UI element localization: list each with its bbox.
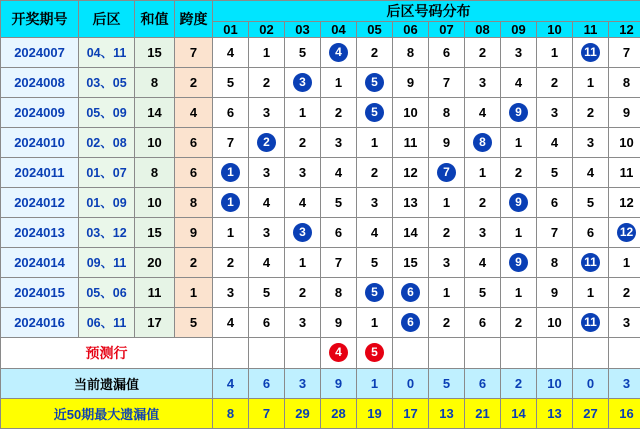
cell-number-09: 1 (501, 217, 537, 247)
cell-number-04: 8 (321, 277, 357, 307)
predict-cell-04 (321, 337, 357, 368)
cell-number-05 (357, 277, 393, 307)
cell-number-10: 1 (537, 38, 573, 68)
header-number-03: 03 (285, 22, 321, 38)
cell-back-numbers: 01、07 (79, 157, 135, 187)
cell-number-02: 4 (249, 247, 285, 277)
cell-number-12: 7 (609, 38, 640, 68)
cell-number-12: 3 (609, 307, 640, 337)
cell-number-05: 2 (357, 157, 393, 187)
cell-issue: 2024011 (1, 157, 79, 187)
cell-number-01 (213, 187, 249, 217)
ball-marker: 11 (581, 313, 600, 332)
cell-number-02: 2 (249, 67, 285, 97)
cell-number-03 (285, 67, 321, 97)
table-row (1, 97, 640, 127)
cell-number-09 (501, 187, 537, 217)
cell-number-05: 2 (357, 38, 393, 68)
cell-number-12: 11 (609, 157, 640, 187)
current-miss-04: 9 (321, 368, 357, 398)
table-body (1, 38, 640, 429)
ball-marker: 9 (509, 103, 528, 122)
cell-number-07: 2 (429, 307, 465, 337)
cell-number-10: 10 (537, 307, 573, 337)
cell-number-05: 5 (357, 247, 393, 277)
cell-number-07: 7 (429, 67, 465, 97)
cell-number-06: 8 (393, 38, 429, 68)
max-miss-02: 7 (249, 398, 285, 428)
ball-marker: 4 (329, 343, 348, 362)
header-number-11: 11 (573, 22, 609, 38)
cell-number-09: 3 (501, 38, 537, 68)
predict-cell-05 (357, 337, 393, 368)
cell-number-09: 1 (501, 127, 537, 157)
cell-number-06: 9 (393, 67, 429, 97)
cell-number-10: 8 (537, 247, 573, 277)
current-miss-01: 4 (213, 368, 249, 398)
ball-marker: 3 (293, 73, 312, 92)
cell-number-08: 5 (465, 277, 501, 307)
predict-cell-10 (537, 337, 573, 368)
max-miss-10: 13 (537, 398, 573, 428)
cell-number-04 (321, 38, 357, 68)
current-miss-05: 1 (357, 368, 393, 398)
cell-number-07: 2 (429, 217, 465, 247)
cell-back-numbers: 03、05 (79, 67, 135, 97)
cell-back-numbers: 05、09 (79, 97, 135, 127)
cell-number-01: 3 (213, 277, 249, 307)
ball-marker: 2 (257, 133, 276, 152)
cell-number-11: 6 (573, 217, 609, 247)
header-number-04: 04 (321, 22, 357, 38)
cell-number-01: 1 (213, 217, 249, 247)
ball-marker: 9 (509, 193, 528, 212)
cell-number-05: 1 (357, 127, 393, 157)
cell-number-04: 3 (321, 127, 357, 157)
cell-sum: 14 (135, 97, 175, 127)
header-group-title: 后区号码分布 (213, 1, 640, 22)
table-row (1, 187, 640, 217)
cell-number-01: 6 (213, 97, 249, 127)
predict-cell-07 (429, 337, 465, 368)
max-miss-label: 近50期最大遗漏值 (1, 398, 213, 428)
cell-issue: 2024008 (1, 67, 79, 97)
cell-number-06: 11 (393, 127, 429, 157)
cell-number-01 (213, 157, 249, 187)
cell-sum: 15 (135, 38, 175, 68)
cell-number-05: 4 (357, 217, 393, 247)
ball-marker: 7 (437, 163, 456, 182)
cell-issue: 2024007 (1, 38, 79, 68)
cell-number-01: 5 (213, 67, 249, 97)
cell-issue: 2024015 (1, 277, 79, 307)
current-miss-02: 6 (249, 368, 285, 398)
cell-number-11: 5 (573, 187, 609, 217)
cell-sum: 8 (135, 157, 175, 187)
cell-number-09: 1 (501, 277, 537, 307)
cell-number-06: 10 (393, 97, 429, 127)
cell-span: 6 (175, 157, 213, 187)
cell-number-03: 2 (285, 277, 321, 307)
cell-issue: 2024012 (1, 187, 79, 217)
cell-sum: 11 (135, 277, 175, 307)
cell-number-04: 4 (321, 157, 357, 187)
cell-number-11 (573, 247, 609, 277)
cell-number-03 (285, 217, 321, 247)
cell-span: 4 (175, 97, 213, 127)
cell-issue: 2024014 (1, 247, 79, 277)
cell-back-numbers: 04、11 (79, 38, 135, 68)
table-row (1, 127, 640, 157)
cell-back-numbers: 05、06 (79, 277, 135, 307)
max-miss-07: 13 (429, 398, 465, 428)
ball-marker: 12 (617, 223, 636, 242)
ball-marker: 5 (365, 73, 384, 92)
cell-span: 6 (175, 127, 213, 157)
ball-marker: 11 (581, 253, 600, 272)
cell-number-02 (249, 127, 285, 157)
predict-cell-01 (213, 337, 249, 368)
cell-number-11 (573, 38, 609, 68)
cell-number-05: 3 (357, 187, 393, 217)
current-miss-row (1, 368, 640, 398)
cell-number-07: 8 (429, 97, 465, 127)
cell-number-04: 1 (321, 67, 357, 97)
cell-number-05 (357, 97, 393, 127)
cell-number-03: 3 (285, 157, 321, 187)
cell-number-06 (393, 307, 429, 337)
cell-number-11: 3 (573, 127, 609, 157)
cell-number-11: 1 (573, 67, 609, 97)
current-miss-11: 0 (573, 368, 609, 398)
cell-number-12: 12 (609, 187, 640, 217)
cell-number-09 (501, 97, 537, 127)
cell-number-04: 5 (321, 187, 357, 217)
predict-cell-02 (249, 337, 285, 368)
ball-marker: 8 (473, 133, 492, 152)
cell-back-numbers: 06、11 (79, 307, 135, 337)
predict-cell-03 (285, 337, 321, 368)
cell-number-04: 7 (321, 247, 357, 277)
cell-number-03: 5 (285, 38, 321, 68)
cell-number-02: 1 (249, 38, 285, 68)
cell-number-08 (465, 127, 501, 157)
predict-cell-11 (573, 337, 609, 368)
max-miss-01: 8 (213, 398, 249, 428)
cell-sum: 17 (135, 307, 175, 337)
cell-back-numbers: 01、09 (79, 187, 135, 217)
cell-issue: 2024009 (1, 97, 79, 127)
cell-number-07: 1 (429, 277, 465, 307)
cell-sum: 10 (135, 127, 175, 157)
cell-span: 2 (175, 67, 213, 97)
cell-number-06 (393, 277, 429, 307)
cell-number-12: 10 (609, 127, 640, 157)
cell-number-09: 2 (501, 307, 537, 337)
cell-number-08: 4 (465, 97, 501, 127)
ball-marker: 6 (401, 313, 420, 332)
cell-number-02: 3 (249, 217, 285, 247)
current-miss-03: 3 (285, 368, 321, 398)
cell-number-06: 14 (393, 217, 429, 247)
cell-sum: 10 (135, 187, 175, 217)
cell-sum: 15 (135, 217, 175, 247)
cell-span: 2 (175, 247, 213, 277)
cell-number-11: 4 (573, 157, 609, 187)
current-miss-10: 10 (537, 368, 573, 398)
ball-marker: 5 (365, 103, 384, 122)
cell-number-01: 4 (213, 38, 249, 68)
header-number-09: 09 (501, 22, 537, 38)
max-miss-12: 16 (609, 398, 640, 428)
cell-number-03: 1 (285, 247, 321, 277)
cell-number-01: 7 (213, 127, 249, 157)
cell-number-10: 4 (537, 127, 573, 157)
cell-number-02: 3 (249, 157, 285, 187)
cell-back-numbers: 09、11 (79, 247, 135, 277)
ball-marker: 3 (293, 223, 312, 242)
table-row (1, 67, 640, 97)
predict-cell-08 (465, 337, 501, 368)
max-miss-03: 29 (285, 398, 321, 428)
predict-label: 预测行 (1, 337, 213, 368)
cell-number-03: 3 (285, 307, 321, 337)
table-row (1, 307, 640, 337)
predict-cell-06 (393, 337, 429, 368)
cell-number-12: 2 (609, 277, 640, 307)
cell-number-04: 2 (321, 97, 357, 127)
ball-marker: 9 (509, 253, 528, 272)
cell-back-numbers: 02、08 (79, 127, 135, 157)
ball-marker: 6 (401, 283, 420, 302)
table-header (1, 1, 640, 38)
header-span: 跨度 (175, 1, 213, 38)
max-miss-08: 21 (465, 398, 501, 428)
cell-number-06: 13 (393, 187, 429, 217)
cell-span: 5 (175, 307, 213, 337)
header-back: 后区 (79, 1, 135, 38)
cell-number-12: 8 (609, 67, 640, 97)
cell-number-11: 2 (573, 97, 609, 127)
cell-number-05 (357, 67, 393, 97)
table-row (1, 217, 640, 247)
cell-number-03: 1 (285, 97, 321, 127)
header-issue: 开奖期号 (1, 1, 79, 38)
header-number-08: 08 (465, 22, 501, 38)
cell-number-08: 2 (465, 187, 501, 217)
cell-number-10: 2 (537, 67, 573, 97)
cell-number-08: 1 (465, 157, 501, 187)
max-miss-06: 17 (393, 398, 429, 428)
cell-number-04: 6 (321, 217, 357, 247)
header-number-01: 01 (213, 22, 249, 38)
ball-marker: 1 (221, 193, 240, 212)
cell-number-07: 1 (429, 187, 465, 217)
cell-number-03: 4 (285, 187, 321, 217)
cell-number-01: 4 (213, 307, 249, 337)
cell-back-numbers: 03、12 (79, 217, 135, 247)
header-number-02: 02 (249, 22, 285, 38)
predict-row (1, 337, 640, 368)
cell-number-02: 5 (249, 277, 285, 307)
cell-number-07: 9 (429, 127, 465, 157)
cell-number-05: 1 (357, 307, 393, 337)
cell-issue: 2024013 (1, 217, 79, 247)
table-row (1, 247, 640, 277)
max-miss-11: 27 (573, 398, 609, 428)
cell-sum: 8 (135, 67, 175, 97)
cell-number-07: 3 (429, 247, 465, 277)
max-miss-05: 19 (357, 398, 393, 428)
cell-number-02: 4 (249, 187, 285, 217)
cell-number-08: 6 (465, 307, 501, 337)
current-miss-label: 当前遗漏值 (1, 368, 213, 398)
header-number-07: 07 (429, 22, 465, 38)
current-miss-12: 3 (609, 368, 640, 398)
cell-number-07 (429, 157, 465, 187)
current-miss-06: 0 (393, 368, 429, 398)
cell-number-10: 6 (537, 187, 573, 217)
cell-span: 1 (175, 277, 213, 307)
current-miss-08: 6 (465, 368, 501, 398)
max-miss-row (1, 398, 640, 428)
header-number-06: 06 (393, 22, 429, 38)
cell-number-12: 9 (609, 97, 640, 127)
cell-number-03: 2 (285, 127, 321, 157)
current-miss-07: 5 (429, 368, 465, 398)
cell-number-09: 4 (501, 67, 537, 97)
cell-number-02: 6 (249, 307, 285, 337)
cell-number-07: 6 (429, 38, 465, 68)
table-row (1, 157, 640, 187)
ball-marker: 11 (581, 43, 600, 62)
cell-span: 7 (175, 38, 213, 68)
cell-number-08: 3 (465, 67, 501, 97)
predict-cell-12 (609, 337, 640, 368)
cell-number-11: 1 (573, 277, 609, 307)
cell-number-09: 2 (501, 157, 537, 187)
cell-issue: 2024016 (1, 307, 79, 337)
header-number-05: 05 (357, 22, 393, 38)
cell-sum: 20 (135, 247, 175, 277)
cell-number-12 (609, 217, 640, 247)
cell-number-08: 2 (465, 38, 501, 68)
current-miss-09: 2 (501, 368, 537, 398)
cell-number-10: 5 (537, 157, 573, 187)
cell-issue: 2024010 (1, 127, 79, 157)
max-miss-04: 28 (321, 398, 357, 428)
cell-number-12: 1 (609, 247, 640, 277)
cell-number-01: 2 (213, 247, 249, 277)
cell-number-09 (501, 247, 537, 277)
max-miss-09: 14 (501, 398, 537, 428)
cell-number-06: 12 (393, 157, 429, 187)
cell-number-08: 4 (465, 247, 501, 277)
header-sum: 和值 (135, 1, 175, 38)
header-number-10: 10 (537, 22, 573, 38)
cell-number-10: 3 (537, 97, 573, 127)
ball-marker: 4 (329, 43, 348, 62)
table-row (1, 38, 640, 68)
cell-number-11 (573, 307, 609, 337)
ball-marker: 5 (365, 283, 384, 302)
header-number-12: 12 (609, 22, 640, 38)
ball-marker: 5 (365, 343, 384, 362)
cell-number-04: 9 (321, 307, 357, 337)
cell-number-08: 3 (465, 217, 501, 247)
cell-number-10: 7 (537, 217, 573, 247)
cell-number-10: 9 (537, 277, 573, 307)
ball-marker: 1 (221, 163, 240, 182)
cell-number-02: 3 (249, 97, 285, 127)
cell-number-06: 15 (393, 247, 429, 277)
header-row-top (1, 1, 640, 22)
table-row (1, 277, 640, 307)
cell-span: 8 (175, 187, 213, 217)
predict-cell-09 (501, 337, 537, 368)
cell-span: 9 (175, 217, 213, 247)
